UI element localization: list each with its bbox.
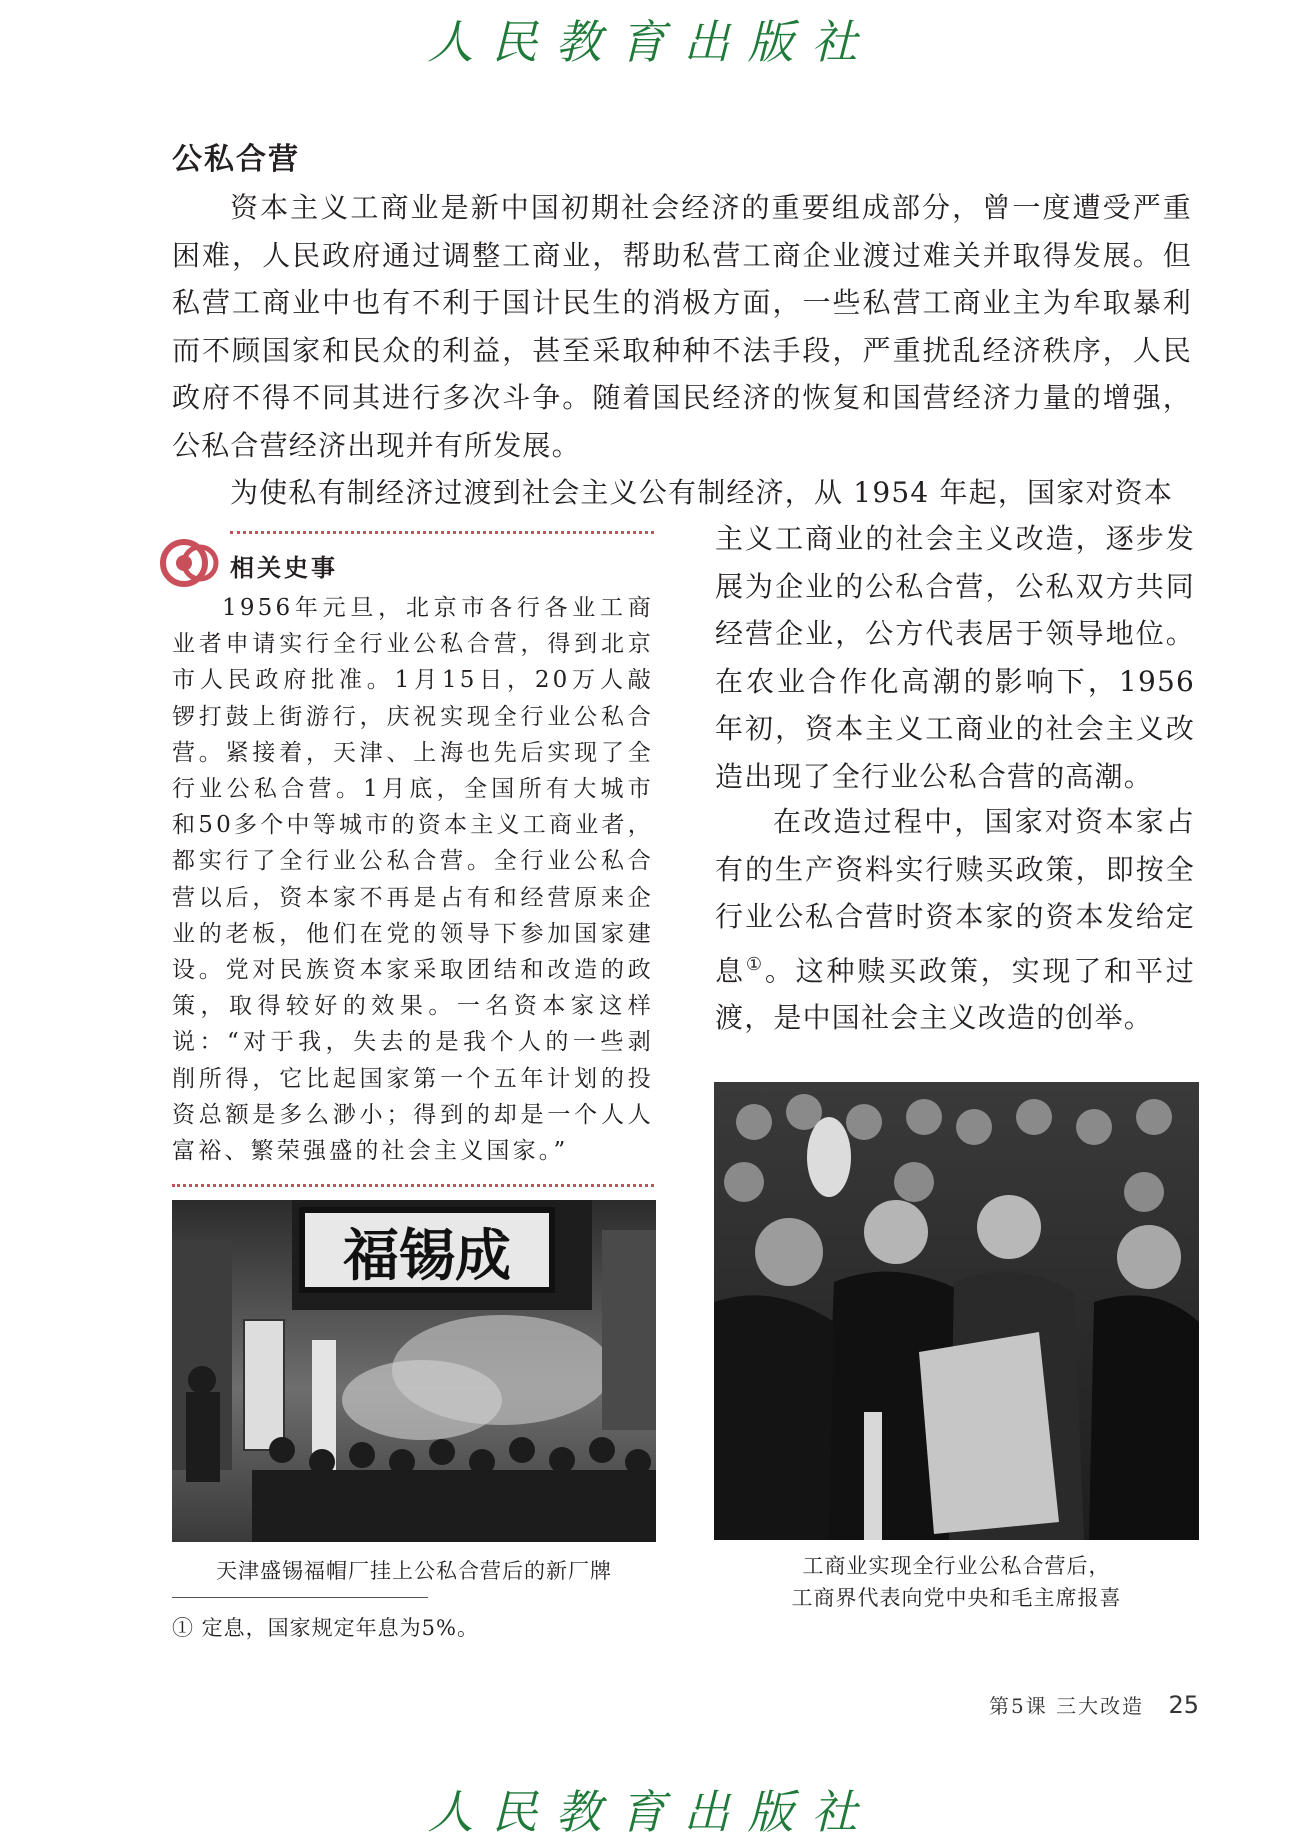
paragraph-2-rest: 主义工商业的社会主义改造，逐步发展为企业的公私合营，公私双方共同经营企业，公方代表居于领导地位。在农业合作化高潮的影响下，1956 年初，资本主义工商业的社会主义改造出现了全行业公私合营的高潮。 [715,522,1195,793]
publisher-logo-top: 人民教育出版社 [427,15,876,69]
publisher-logo-bottom: 人民教育出版社 [427,1785,876,1839]
photo-caption-right [714,1550,1199,1614]
section-title: 公私合营 [172,142,300,177]
photo-caption-right-line2: 工商界代表向党中央和毛主席报喜 [791,1586,1122,1610]
page-number: 25 [1168,1691,1199,1719]
paragraph-3-end: 。这种赎买政策，实现了和平过渡，是中国社会主义改造的创举。 [715,953,1195,1035]
sidebar-bottom-border [172,1184,654,1187]
paragraph-2-lead: 为使私有制经济过渡到社会主义公有制经济，从 1954 年起，国家对资本 [230,476,1174,509]
footnote-divider [172,1597,428,1598]
business-delegates-photo [714,1082,1199,1540]
sidebar-title: 相关史事 [230,554,338,582]
footnote: ① 定息，国家规定年息为5%。 [172,1616,479,1640]
tianjin-factory-photo [172,1200,656,1542]
business-delegates-photo-art [714,1082,1199,1540]
photo-caption-right-line1: 工商业实现全行业公私合营后， [802,1554,1111,1578]
page-footer [989,1690,1199,1719]
related-history-icon [160,537,222,589]
sidebar-text: 1956年元旦，北京市各行各业工商业者申请实行全行业公私合营，得到北京市人民政府批准。1月15日，20万人敲锣打鼓上街游行，庆祝实现全行业公私合营。紧接着，天津、上海也先后实现了全行业公私合营。1月底，全国所有大城市和50多个中等城市的资本主义工商业者，都实行了全行业公私合营。全行业公私合营以后，资本家不再是占有和经营原来企业的老板，他们在党的领导下参加国家建设。党对民族资本家采取团结和改造的政策，取得较好的效果。一名资本家这样说：“对于我，失去的是我个人的一些剥削所得，它比起国家第一个五年计划的投资总额是多么渺小；得到的却是一个人人富裕、繁荣强盛的社会主义国家。” [172,595,654,1165]
photo-caption-left: 天津盛锡福帽厂挂上公私合营后的新厂牌 [216,1559,612,1583]
paragraph-1: 资本主义工商业是新中国初期社会经济的重要组成部分，曾一度遭受严重困难，人民政府通过调整工商业，帮助私营工商企业渡过难关并取得发展。但私营工商业中也有不利于国计民生的消极方面，一些私营工商业主为牟取暴利而不顾国家和民众的利益，甚至采取种种不法手段，严重扰乱经济秩序，人民政府不得不同其进行多次斗争。随着国民经济的恢复和国营经济力量的增强，公私合营经济出现并有所发展。 [172,191,1192,462]
paragraph-3 [715,798,1195,1042]
tianjin-factory-photo-art [172,1200,656,1542]
chapter-label: 第5课 三大改造 [989,1694,1145,1718]
shop-sign-text: 福锡成 [343,1223,511,1289]
paragraph-3-text: 在改造过程中，国家对资本家占有的生产资料实行赎买政策，即按全行业公私合营时资本家的资本发给定息 [715,805,1195,987]
sidebar-top-border [230,531,654,534]
footnote-marker: ① [745,953,765,975]
